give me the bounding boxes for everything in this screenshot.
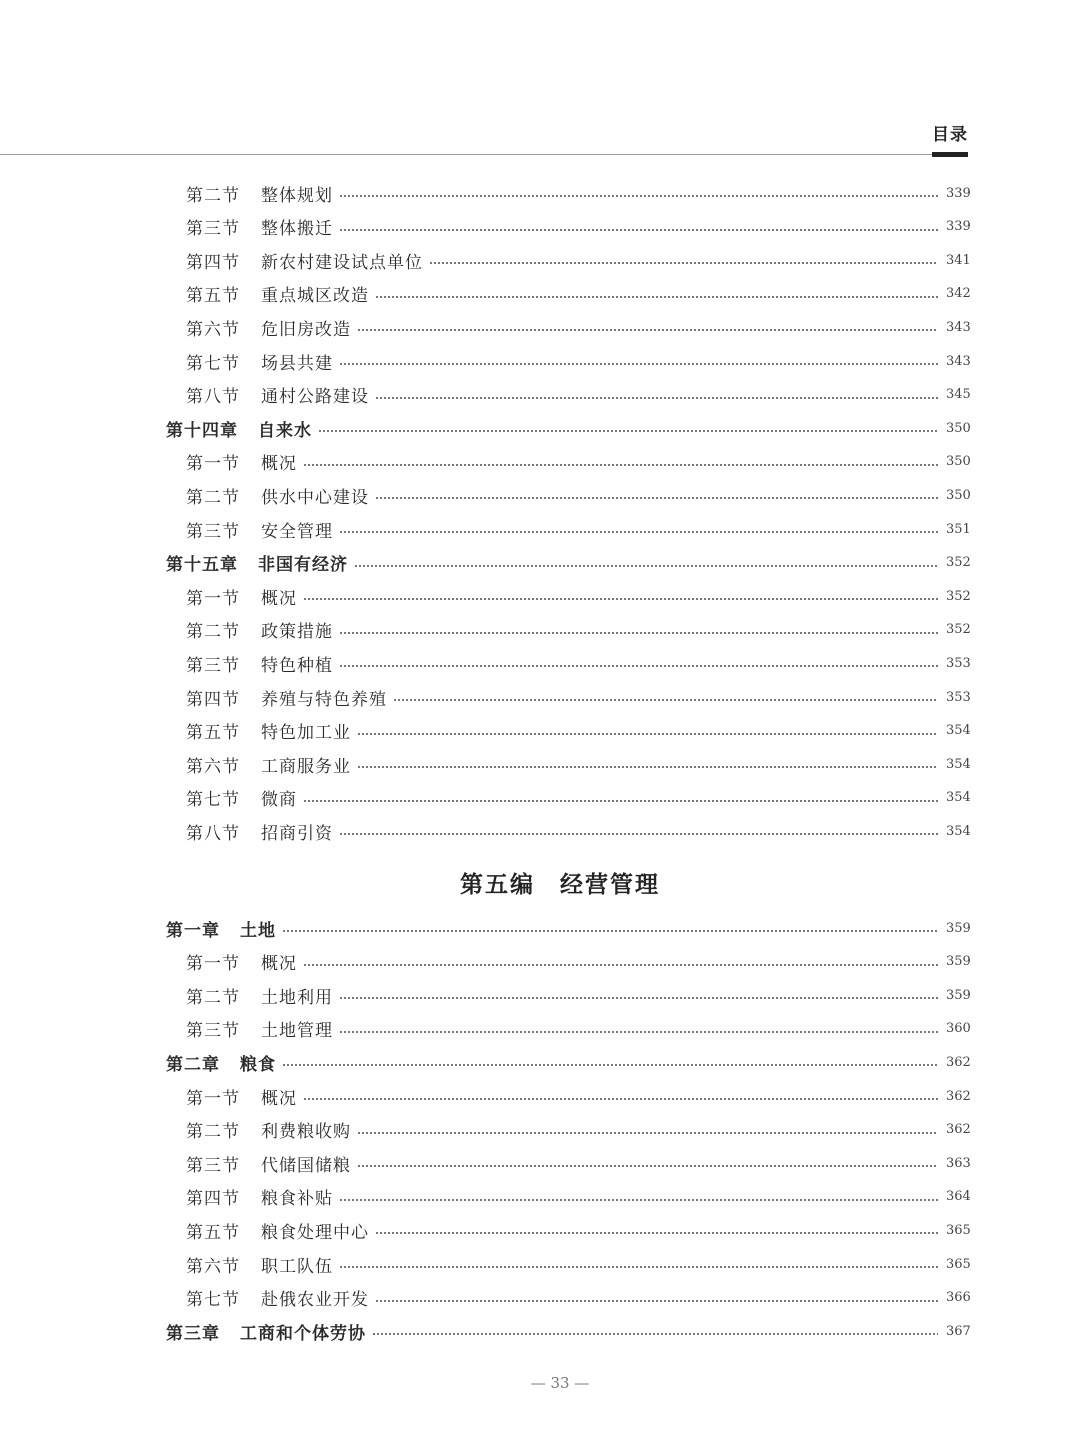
toc-section-entry[interactable] [186,480,970,510]
page-number: 360 [946,1021,971,1037]
section-number: 第四节 [186,1189,240,1210]
section-number: 第三节 [186,521,240,542]
toc-section-entry[interactable] [186,716,970,746]
page-number: 359 [946,920,971,936]
page-number: 350 [946,454,971,470]
page-number: 362 [946,1088,971,1104]
dot-leader [375,397,938,399]
section-number: 第三节 [186,1155,240,1176]
toc-section-entry[interactable] [186,1215,970,1245]
page-number: 350 [946,487,971,503]
toc-chapter-entry[interactable] [166,413,970,443]
page-number: 351 [946,521,971,537]
header-rule [0,154,968,155]
dot-leader [318,430,938,432]
header-tab-marker [932,152,968,157]
dot-leader [303,1098,938,1100]
dot-leader [339,195,938,197]
toc-section-entry[interactable] [186,1014,970,1044]
entry-title: 赴俄农业开发 [261,1290,369,1311]
entry-title: 场县共建 [261,353,333,374]
dot-leader [339,665,938,667]
section-number: 第一节 [186,454,240,475]
toc-section-entry[interactable] [186,816,970,846]
page-number: 366 [946,1290,971,1306]
page-number: 343 [946,319,971,335]
entry-title: 整体规划 [261,185,333,206]
part-heading: 第五编 经营管理 [460,871,660,898]
section-number: 第六节 [186,1256,240,1277]
toc-chapter-entry[interactable] [166,1047,970,1077]
toc-section-entry[interactable] [186,1115,970,1145]
section-number: 第七节 [186,1290,240,1311]
section-number: 第六节 [186,319,240,340]
toc-section-entry[interactable] [186,212,970,242]
dot-leader [429,262,938,264]
dot-leader [303,464,938,466]
entry-title: 特色种植 [261,655,333,676]
page-number: 352 [946,622,971,638]
section-number: 第二节 [186,185,240,206]
page-number: 354 [946,823,971,839]
page-number: 362 [946,1054,971,1070]
toc-section-entry[interactable] [186,1081,970,1111]
toc-section-entry[interactable] [186,1249,970,1279]
chapter-number: 第十四章 [166,420,238,441]
toc-section-entry[interactable] [186,1148,970,1178]
toc-section-entry[interactable] [186,749,970,779]
dot-leader [372,1333,938,1335]
page-number: 354 [946,756,971,772]
dot-leader [357,766,938,768]
entry-title: 危旧房改造 [261,319,351,340]
dot-leader [339,229,938,231]
chapter-number: 第三章 [166,1323,220,1344]
dot-leader [339,1199,938,1201]
entry-title: 微商 [261,790,297,811]
section-number: 第二节 [186,487,240,508]
toc-section-entry[interactable] [186,615,970,645]
page-number: 341 [946,252,971,268]
section-number: 第二节 [186,987,240,1008]
dot-leader [357,1165,938,1167]
section-number: 第一节 [186,588,240,609]
entry-title: 代储国储粮 [261,1155,351,1176]
toc-section-entry[interactable] [186,947,970,977]
page-number: 353 [946,689,971,705]
entry-title: 养殖与特色养殖 [261,689,387,710]
toc-section-entry[interactable] [186,178,970,208]
entry-title: 招商引资 [261,823,333,844]
entry-title: 粮食 [240,1054,276,1075]
entry-title: 概况 [261,954,297,975]
toc-section-entry[interactable] [186,279,970,309]
page-number: 364 [946,1189,971,1205]
section-number: 第八节 [186,387,240,408]
section-number: 第七节 [186,353,240,374]
dot-leader [354,565,938,567]
page-number: 365 [946,1256,971,1272]
section-number: 第一节 [186,1088,240,1109]
entry-title: 土地管理 [261,1021,333,1042]
chapter-number: 第十五章 [166,555,238,576]
dot-leader [375,1300,938,1302]
entry-title: 粮食补贴 [261,1189,333,1210]
toc-section-entry[interactable] [186,1283,970,1313]
page-number: 339 [946,219,971,235]
dot-leader [339,531,938,533]
entry-title: 概况 [261,454,297,475]
toc-section-entry[interactable] [186,783,970,813]
toc-section-entry[interactable] [186,346,970,376]
toc-section-entry[interactable] [186,245,970,275]
page-number: 345 [946,387,971,403]
section-number: 第一节 [186,954,240,975]
entry-title: 概况 [261,588,297,609]
page-number: 362 [946,1122,971,1138]
page-number: 339 [946,185,971,201]
page-number: 342 [946,286,971,302]
section-number: 第三节 [186,655,240,676]
section-number: 第六节 [186,756,240,777]
entry-title: 职工队伍 [261,1256,333,1277]
entry-title: 通村公路建设 [261,387,369,408]
chapter-number: 第二章 [166,1054,220,1075]
entry-title: 概况 [261,1088,297,1109]
page-number: 343 [946,353,971,369]
page-number: 359 [946,987,971,1003]
page-number: 354 [946,723,971,739]
toc-chapter-entry[interactable] [166,913,970,943]
toc-section-entry[interactable] [186,312,970,342]
entry-title: 安全管理 [261,521,333,542]
toc-section-entry[interactable] [186,447,970,477]
dot-leader [339,833,938,835]
entry-title: 政策措施 [261,622,333,643]
entry-title: 土地 [240,920,276,941]
section-number: 第五节 [186,286,240,307]
toc-section-entry[interactable] [186,380,970,410]
section-number: 第四节 [186,252,240,273]
toc-section-entry[interactable] [186,581,970,611]
dot-leader [375,1232,938,1234]
toc-section-entry[interactable] [186,648,970,678]
dot-leader [339,1031,938,1033]
page-number: 359 [946,954,971,970]
page-number: 352 [946,555,971,571]
page-number: 352 [946,588,971,604]
dot-leader [303,598,938,600]
entry-title: 土地利用 [261,987,333,1008]
entry-title: 整体搬迁 [261,219,333,240]
page-number: 353 [946,655,971,671]
entry-title: 工商服务业 [261,756,351,777]
dot-leader [282,930,938,932]
page-number: 367 [946,1323,971,1339]
section-number: 第七节 [186,790,240,811]
entry-title: 特色加工业 [261,723,351,744]
section-number: 第三节 [186,1021,240,1042]
dot-leader [303,800,938,802]
entry-title: 新农村建设试点单位 [261,252,423,273]
toc-section-entry[interactable] [186,980,970,1010]
header-title: 目录 [932,125,968,145]
dot-leader [339,363,938,365]
page-number: 365 [946,1222,971,1238]
dot-leader [375,296,938,298]
section-number: 第四节 [186,689,240,710]
page-number: 350 [946,420,971,436]
entry-title: 重点城区改造 [261,286,369,307]
section-number: 第二节 [186,622,240,643]
toc-section-entry[interactable] [186,682,970,712]
entry-title: 利费粮收购 [261,1122,351,1143]
section-number: 第三节 [186,219,240,240]
chapter-number: 第一章 [166,920,220,941]
dot-leader [393,699,938,701]
entry-title: 粮食处理中心 [261,1222,369,1243]
toc-chapter-entry[interactable] [166,548,970,578]
entry-title: 供水中心建设 [261,487,369,508]
dot-leader [339,1266,938,1268]
section-number: 第八节 [186,823,240,844]
footer-page-number: — 33 — [530,1374,590,1392]
page-number: 363 [946,1155,971,1171]
section-number: 第二节 [186,1122,240,1143]
dot-leader [375,497,938,499]
toc-section-entry[interactable] [186,514,970,544]
dot-leader [357,733,938,735]
entry-title: 非国有经济 [258,555,348,576]
section-number: 第五节 [186,723,240,744]
dot-leader [339,632,938,634]
page-number: 354 [946,790,971,806]
dot-leader [357,329,938,331]
toc-chapter-entry[interactable] [166,1316,970,1346]
dot-leader [282,1064,938,1066]
dot-leader [357,1132,938,1134]
section-number: 第五节 [186,1222,240,1243]
dot-leader [303,964,938,966]
entry-title: 自来水 [258,420,312,441]
entry-title: 工商和个体劳协 [240,1323,366,1344]
toc-section-entry[interactable] [186,1182,970,1212]
dot-leader [339,997,938,999]
